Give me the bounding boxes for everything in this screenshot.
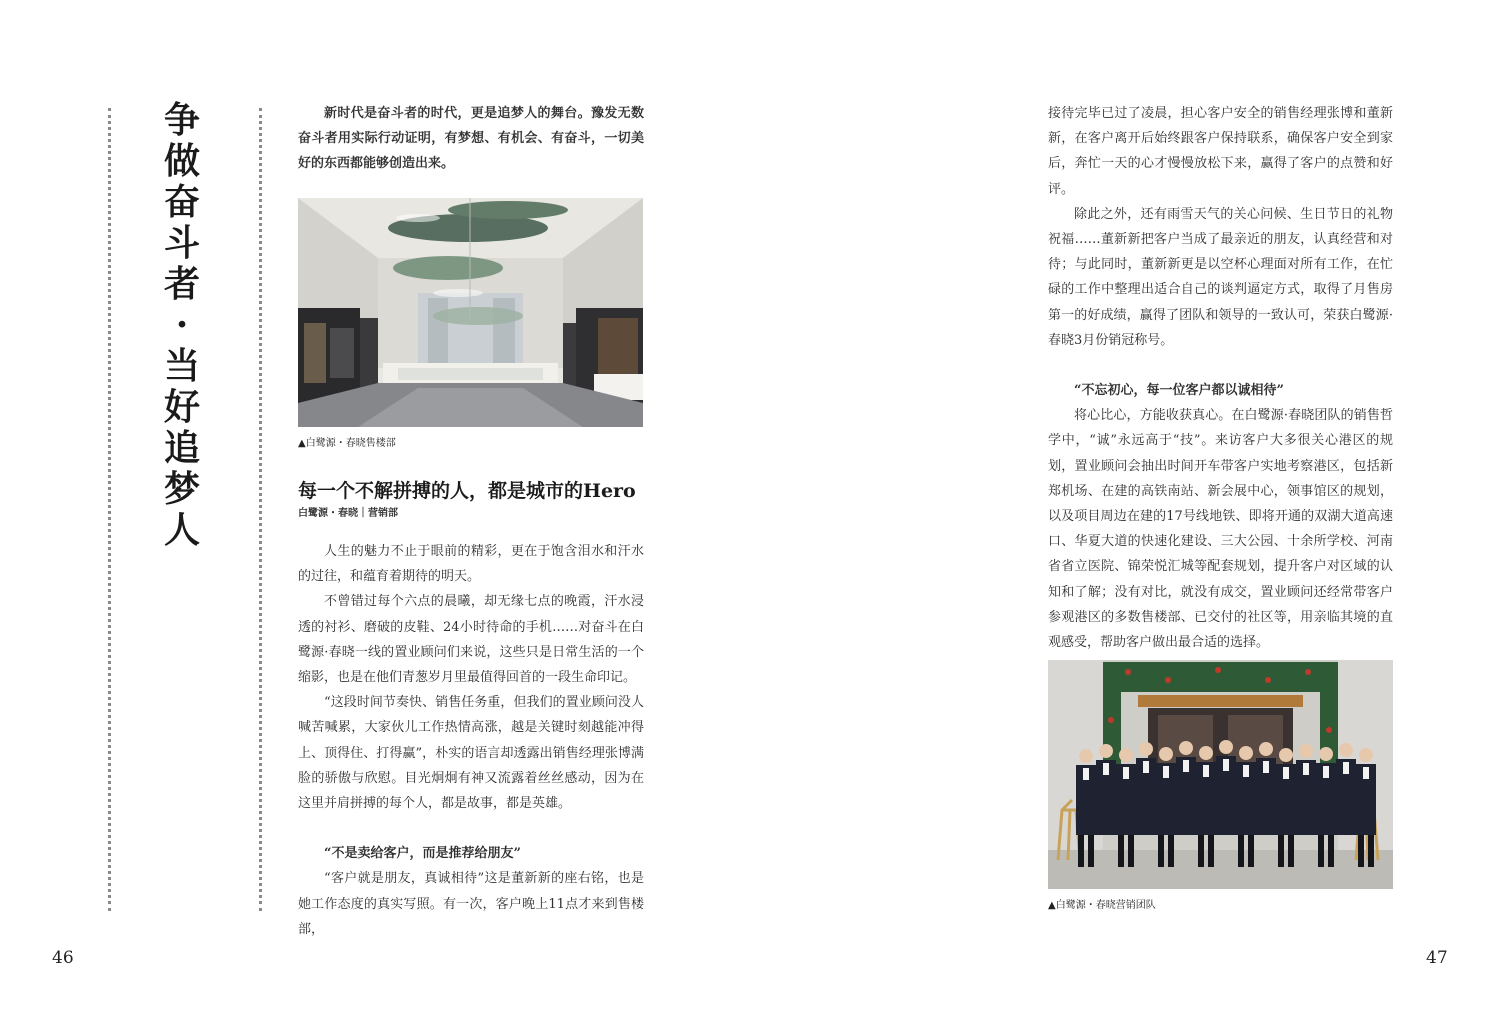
paragraph: “客户就是朋友，真诚相待”这是董新新的座右铭，也是她工作态度的真实写照。有一次，客户晚上11点才来到售楼部， bbox=[298, 871, 644, 937]
photo2-caption: ▲白鹭源・春晓营销团队 bbox=[1048, 900, 1156, 911]
dotted-rule-left bbox=[108, 108, 111, 911]
paragraph: 人生的魅力不止于眼前的精彩，更在于饱含泪水和汗水的过往，和蕴育着期待的明天。 bbox=[298, 544, 644, 585]
right-article-column bbox=[1048, 101, 1393, 655]
paragraph: 除此之外，还有雨雪天气的关心问候、生日节日的礼物祝福……董新新把客户当成了最亲近的朋友，认真经营和对待；与此同时，董新新更是以空杯心理面对所有工作，在忙碌的工作中整理出适合自己的谈判逼定方式，取得了月售房第一的好成绩，赢得了团队和领导的一致认可，荣获白鹭源·春晓3月份销冠称号。 bbox=[1048, 206, 1393, 348]
byline: 白鹭源・春晓｜营销部 bbox=[298, 508, 398, 519]
article-heading: 每一个不解拼搏的人，都是城市的Hero bbox=[298, 480, 636, 502]
paragraph: 将心比心，方能收获真心。在白鹭源·春晓团队的销售哲学中，“诚”永远高于“技”。来访客户大多很关心港区的规划，置业顾问会抽出时间开车带客户实地考察港区，包括新郑机场、在建的高铁南站、新会展中心，领事馆区的规划，以及项目周边在建的17号线地铁、即将开通的双湖大道高速口、华夏大道的快速化建设、三大公园、十余所学校、河南省省立医院、锦荣悦汇城等配套规划，提升客户对区域的认知和了解；没有对比，就没有成交，置业顾问还经常带客户参观港区的多数售楼部、已交付的社区等，用亲临其境的直观感受，帮助客户做出最合适的选择。 bbox=[1048, 408, 1393, 651]
sales-team-illustration bbox=[1048, 660, 1393, 889]
paragraph: “这段时间节奏快、销售任务重，但我们的置业顾问没人喊苦喊累，大家伙儿工作热情高涨，越是关键时刻越能冲得上、顶得住、打得赢”，朴实的语言却透露出销售经理张博满脸的骄傲与欣慰。目光炯炯有神又流露着丝丝感动，因为在这里并肩拼搏的每个人，都是故事，都是英雄。 bbox=[298, 695, 644, 812]
page-number-left: 46 bbox=[52, 948, 74, 968]
sales-office-illustration bbox=[298, 198, 643, 427]
subheading: “不是卖给客户，而是推荐给朋友” bbox=[324, 846, 521, 862]
sales-office-photo bbox=[298, 198, 643, 427]
page-title: 争做奋斗者·当好追梦人 bbox=[163, 99, 200, 551]
subheading: “不忘初心，每一位客户都以诚相待” bbox=[1074, 383, 1284, 399]
left-article-column bbox=[298, 539, 644, 942]
photo1-caption: ▲白鹭源・春晓售楼部 bbox=[298, 438, 396, 449]
paragraph: 接待完毕已过了凌晨，担心客户安全的销售经理张博和董新新，在客户离开后始终跟客户保持联系，确保客户安全到家后，奔忙一天的心才慢慢放松下来，赢得了客户的点赞和好评。 bbox=[1048, 106, 1393, 197]
page-number-right: 47 bbox=[1426, 948, 1448, 968]
sales-team-photo bbox=[1048, 660, 1393, 889]
dotted-rule-right bbox=[259, 108, 262, 911]
paragraph: 不曾错过每个六点的晨曦，却无缘七点的晚霞，汗水浸透的衬衫、磨破的皮鞋、24小时待命的手机……对奋斗在白鹭源·春晓一线的置业顾问们来说，这些只是日常生活的一个缩影，也是在他们青葱岁月里最值得回首的一段生命印记。 bbox=[298, 594, 644, 686]
intro-text: 新时代是奋斗者的时代，更是追梦人的舞台。豫发无数奋斗者用实际行动证明，有梦想、有机会、有奋斗，一切美好的东西都能够创造出来。 bbox=[298, 106, 644, 171]
